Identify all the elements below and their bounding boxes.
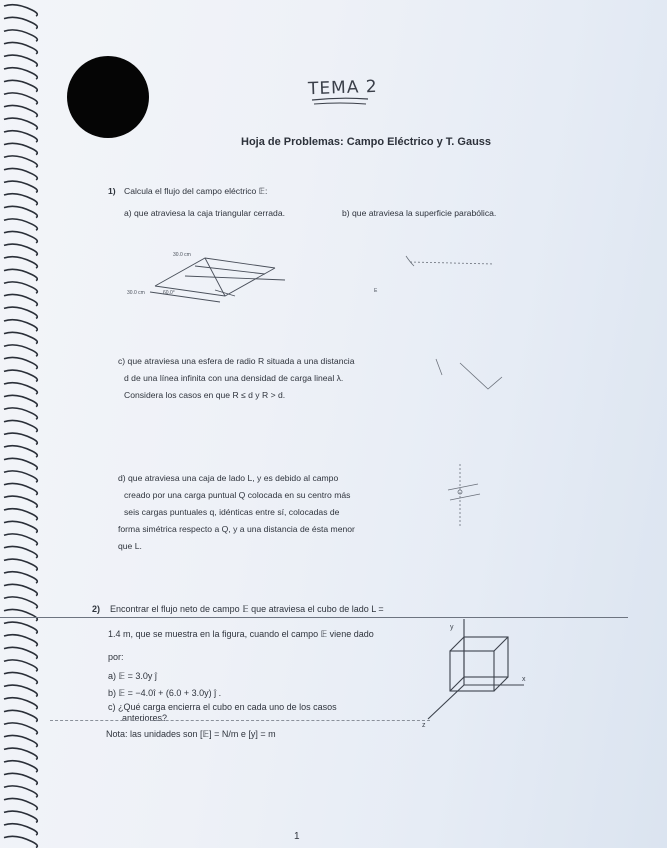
spiral-binding (0, 0, 48, 848)
svg-text:E: E (374, 288, 378, 294)
spiral-coil (4, 483, 37, 494)
spiral-coil (4, 282, 37, 293)
axis-z-label: z (422, 722, 426, 729)
problem1-c (118, 353, 398, 404)
problem2-line2: 1.4 m, que se muestra en la figura, cuando el campo 𝔼 viene dado (108, 629, 374, 639)
spiral-coil (4, 836, 37, 847)
spiral-coil (4, 17, 37, 28)
problem1-intro: Calcula el flujo del campo eléctrico 𝔼: (124, 186, 268, 196)
spiral-coil (4, 824, 37, 835)
problem1-number: 1) (108, 186, 116, 196)
svg-text:60.0°: 60.0° (163, 290, 175, 296)
problem2-a: a) 𝔼 = 3.0y ĵ (108, 671, 157, 681)
spiral-coil (4, 30, 37, 41)
charges-box-figure (438, 460, 498, 530)
spiral-coil (4, 433, 37, 444)
spiral-coil (4, 660, 37, 671)
spiral-coil (4, 559, 37, 570)
spiral-coil (4, 735, 37, 746)
z-axis-line (428, 685, 464, 719)
problem1-a: a) que atraviesa la caja triangular cerrada. (124, 208, 285, 218)
spiral-coil (4, 269, 37, 280)
spiral-coil (4, 395, 37, 406)
problem2-c: c) ¿Qué carga encierra el cubo en cada uno de los casos (108, 702, 337, 712)
parabolic-surface-figure (370, 250, 500, 295)
spiral-coil (4, 698, 37, 709)
spiral-coil (4, 521, 37, 532)
problem1-c-line: d de una línea infinita con una densidad de carga lineal λ. (124, 373, 344, 383)
problem2-c-cont: anteriores? (122, 713, 168, 723)
spiral-coil (4, 408, 37, 419)
spiral-coil (4, 320, 37, 331)
spiral-coil (4, 345, 37, 356)
spiral-coil (4, 55, 37, 66)
triangular-box-figure (125, 246, 295, 316)
spiral-coil (4, 773, 37, 784)
spiral-coil (4, 761, 37, 772)
handwritten-underline (310, 96, 370, 106)
problem1-d-line: seis cargas puntuales q, idénticas entre sí, colocadas de (124, 507, 340, 517)
dashed-line (50, 720, 430, 721)
spiral-coil (4, 748, 37, 759)
problem1-b: b) que atraviesa la superficie parabólica. (342, 208, 497, 218)
sphere-line-figure (430, 355, 510, 400)
spiral-coil (4, 131, 37, 142)
spiral-coil (4, 798, 37, 809)
spiral-coil (4, 118, 37, 129)
axis-y-label: y (450, 624, 454, 631)
spiral-coil (4, 597, 37, 608)
problem1-d (118, 470, 398, 555)
spiral-coil (4, 546, 37, 557)
page-title: Hoja de Problemas: Campo Eléctrico y T. Gauss (241, 136, 492, 148)
spiral-coil (4, 458, 37, 469)
spiral-coil (4, 332, 37, 343)
spiral-coil (4, 609, 37, 620)
spiral-coil (4, 420, 37, 431)
problem1-c-line: Considera los casos en que R ≤ d y R > d. (124, 390, 286, 400)
problem2-line1: Encontrar el flujo neto de campo 𝔼 que atraviesa el cubo de lado L = (110, 604, 384, 614)
spiral-coil (4, 5, 37, 16)
spiral-coil (4, 42, 37, 53)
handwritten-title: TEMA 2 (307, 76, 378, 100)
spiral-coil (4, 786, 37, 797)
spiral-coil (4, 572, 37, 583)
spiral-coil (4, 206, 37, 217)
spiral-coil (4, 93, 37, 104)
spiral-coil (4, 370, 37, 381)
spiral-coil (4, 383, 37, 394)
divider-line (0, 617, 628, 618)
spiral-coil (4, 307, 37, 318)
spiral-coil (4, 534, 37, 545)
spiral-coil (4, 357, 37, 368)
problem2-line3: por: (108, 652, 124, 662)
spiral-coil (4, 257, 37, 268)
spiral-coil (4, 584, 37, 595)
spiral-coil (4, 168, 37, 179)
spiral-coil (4, 471, 37, 482)
problem1-c-line: c) que atraviesa una esfera de radio R situada a una distancia (118, 356, 355, 366)
spiral-coil (4, 231, 37, 242)
spiral-coil (4, 446, 37, 457)
spiral-coil (4, 156, 37, 167)
problem1-d-line: que L. (118, 541, 142, 551)
spiral-coil (4, 635, 37, 646)
spiral-coil (4, 143, 37, 154)
redaction-blot (67, 56, 149, 138)
problem1-d-line: forma simétrica respecto a Q, y a una distancia de ésta menor (118, 524, 355, 534)
spiral-coil (4, 80, 37, 91)
spiral-coil (4, 68, 37, 79)
spiral-coil (4, 710, 37, 721)
spiral-coil (4, 509, 37, 520)
page-number: 1 (294, 831, 300, 842)
problem2-note: Nota: las unidades son [𝔼] = N/m e [y] = m (106, 729, 276, 739)
axis-x-label: x (522, 676, 526, 683)
spiral-coil (4, 622, 37, 633)
spiral-coil (4, 672, 37, 683)
spiral-coil (4, 105, 37, 116)
spiral-coil (4, 219, 37, 230)
svg-text:30.0 cm: 30.0 cm (127, 290, 145, 296)
cube-figure (420, 615, 530, 730)
spiral-coil (4, 723, 37, 734)
problem1-d-line: d) que atraviesa una caja de lado L, y es debido al campo (118, 473, 339, 483)
spiral-coil (4, 294, 37, 305)
problem1-d-line: creado por una carga puntual Q colocada en su centro más (124, 490, 351, 500)
problem2-b: b) 𝔼 = −4.0î + (6.0 + 3.0y) ĵ . (108, 688, 222, 698)
spiral-coil (4, 811, 37, 822)
spiral-coil (4, 244, 37, 255)
problem2-number: 2) (92, 604, 101, 614)
spiral-coil (4, 181, 37, 192)
spiral-coil (4, 496, 37, 507)
svg-text:30.0 cm: 30.0 cm (173, 252, 191, 258)
spiral-coil (4, 685, 37, 696)
spiral-coil (4, 194, 37, 205)
spiral-coil (4, 647, 37, 658)
